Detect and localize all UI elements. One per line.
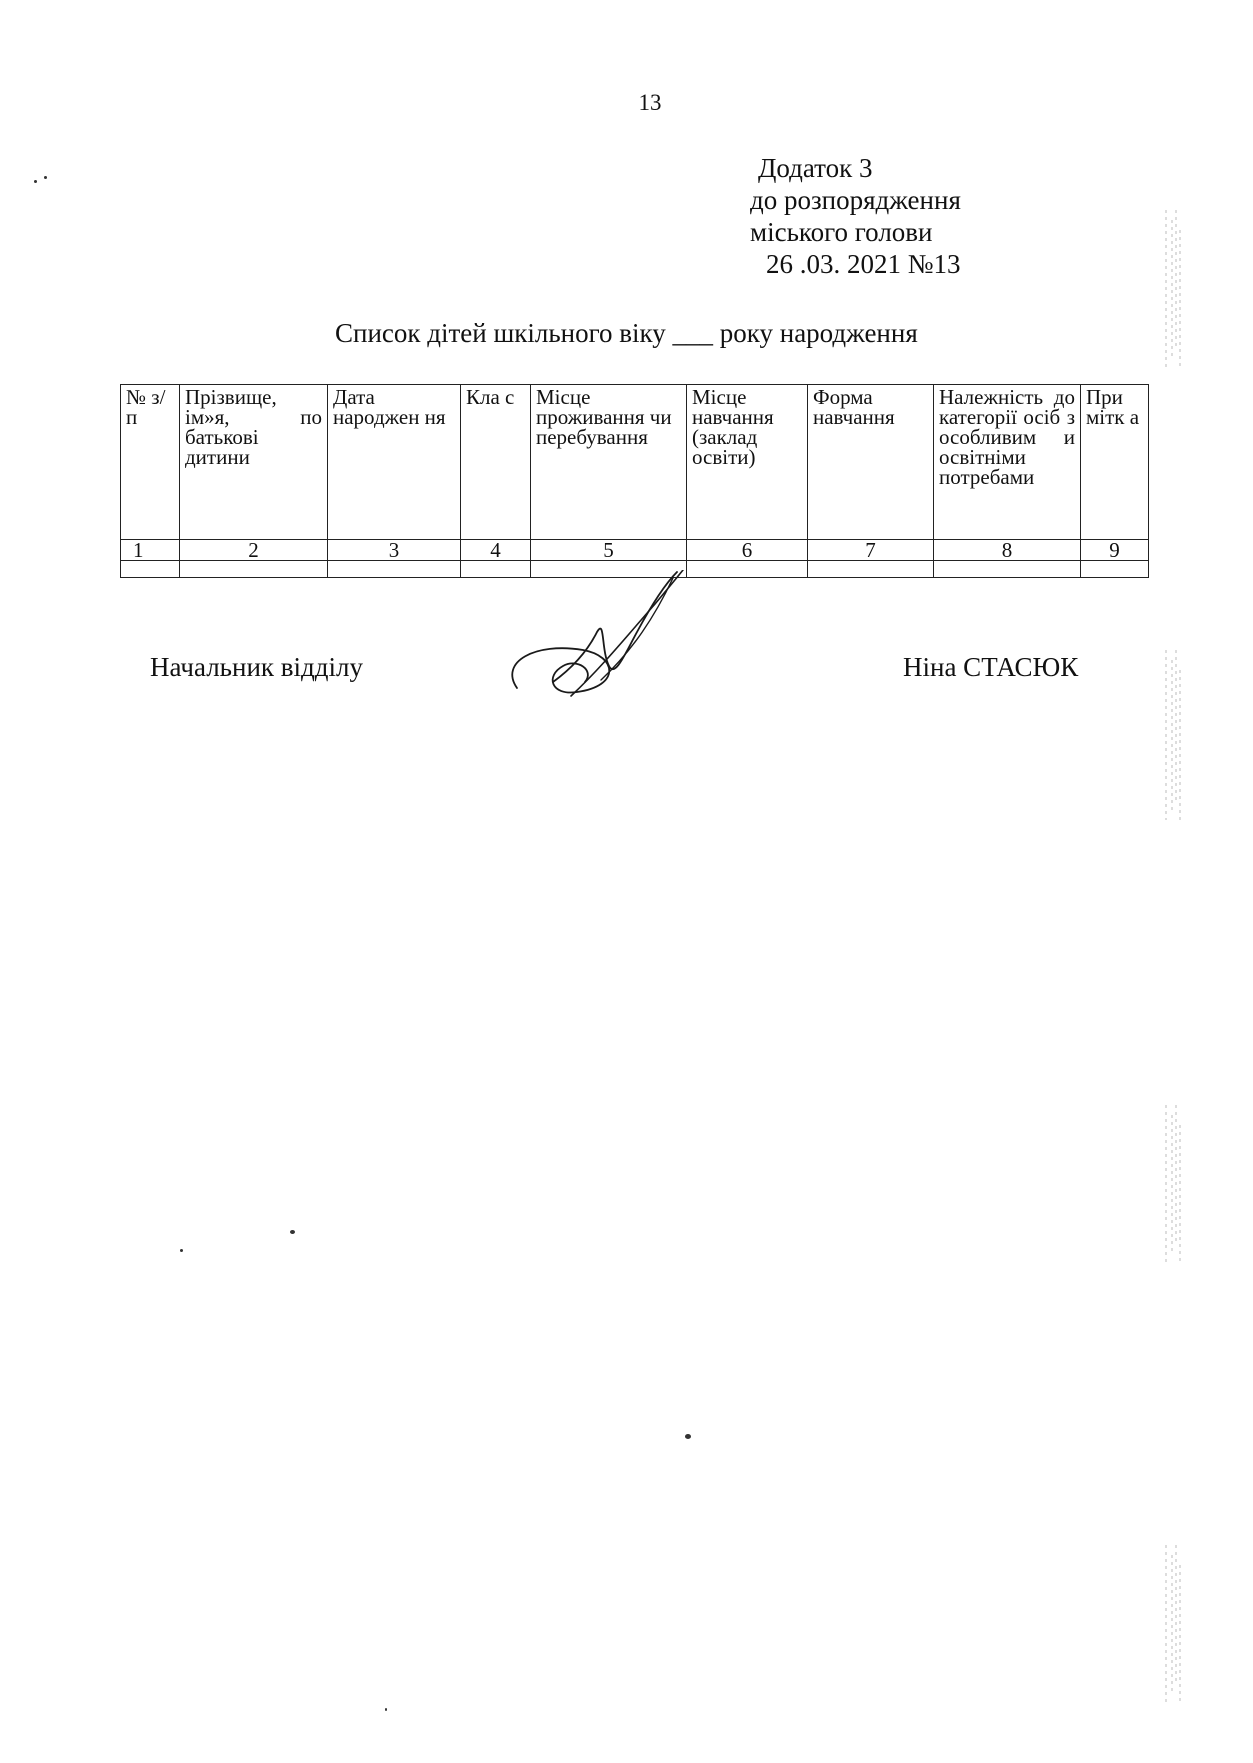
header-cell-full-name: Прізвище, ім»я, по батькові дитини	[180, 385, 328, 540]
empty-cell	[1081, 561, 1149, 578]
empty-cell	[180, 561, 328, 578]
header-cell-residence: Місце проживання чи перебування	[531, 385, 687, 540]
scan-edge-mark	[1160, 650, 1190, 820]
signatory-position: Начальник відділу	[150, 652, 363, 682]
scan-edge-mark	[1160, 1545, 1190, 1705]
scan-edge-mark	[1160, 1105, 1190, 1265]
header-cell-class: Кла с	[461, 385, 531, 540]
header-cell-study-form: Форма навчання	[808, 385, 934, 540]
scan-speck	[685, 1434, 691, 1439]
scan-speck	[290, 1230, 295, 1234]
scan-edge-mark	[1160, 210, 1190, 370]
scan-speck	[44, 176, 47, 179]
column-number-cell: 7	[808, 540, 934, 561]
signatory-name: Ніна СТАСЮК	[903, 652, 1079, 682]
handwritten-signature	[505, 570, 705, 710]
header-cell-number: № з/п	[121, 385, 180, 540]
column-number-cell: 8	[934, 540, 1081, 561]
column-number-cell: 1	[121, 540, 180, 561]
scan-speck	[34, 180, 37, 183]
header-cell-birth-date: Дата народжен ня	[328, 385, 461, 540]
children-list-table	[120, 384, 1149, 578]
page-number: 13	[638, 90, 662, 115]
column-number-cell: 4	[461, 540, 531, 561]
appendix-line-2: до розпорядження	[750, 185, 961, 215]
document-title: Список дітей шкільного віку ___ року народження	[335, 318, 918, 348]
appendix-line-1: Додаток 3	[758, 153, 873, 183]
empty-cell	[808, 561, 934, 578]
empty-cell	[328, 561, 461, 578]
empty-cell	[121, 561, 180, 578]
empty-cell	[934, 561, 1081, 578]
table-header-row	[121, 385, 1149, 540]
column-number-cell: 5	[531, 540, 687, 561]
scan-speck	[180, 1249, 183, 1252]
scan-speck	[385, 1708, 387, 1711]
table-column-numbers-row	[121, 540, 1149, 561]
column-number-cell: 2	[180, 540, 328, 561]
column-number-cell: 3	[328, 540, 461, 561]
header-cell-special-needs: Належність до категорії осіб з особливим и освітніми потребами	[934, 385, 1081, 540]
column-number-cell: 9	[1081, 540, 1149, 561]
appendix-block	[750, 152, 961, 280]
appendix-line-4: 26 .03. 2021 №13	[766, 249, 961, 279]
column-number-cell: 6	[687, 540, 808, 561]
appendix-line-3: міського голови	[750, 217, 933, 247]
header-cell-notes: При мітк а	[1081, 385, 1149, 540]
header-cell-school: Місце навчання (заклад освіти)	[687, 385, 808, 540]
